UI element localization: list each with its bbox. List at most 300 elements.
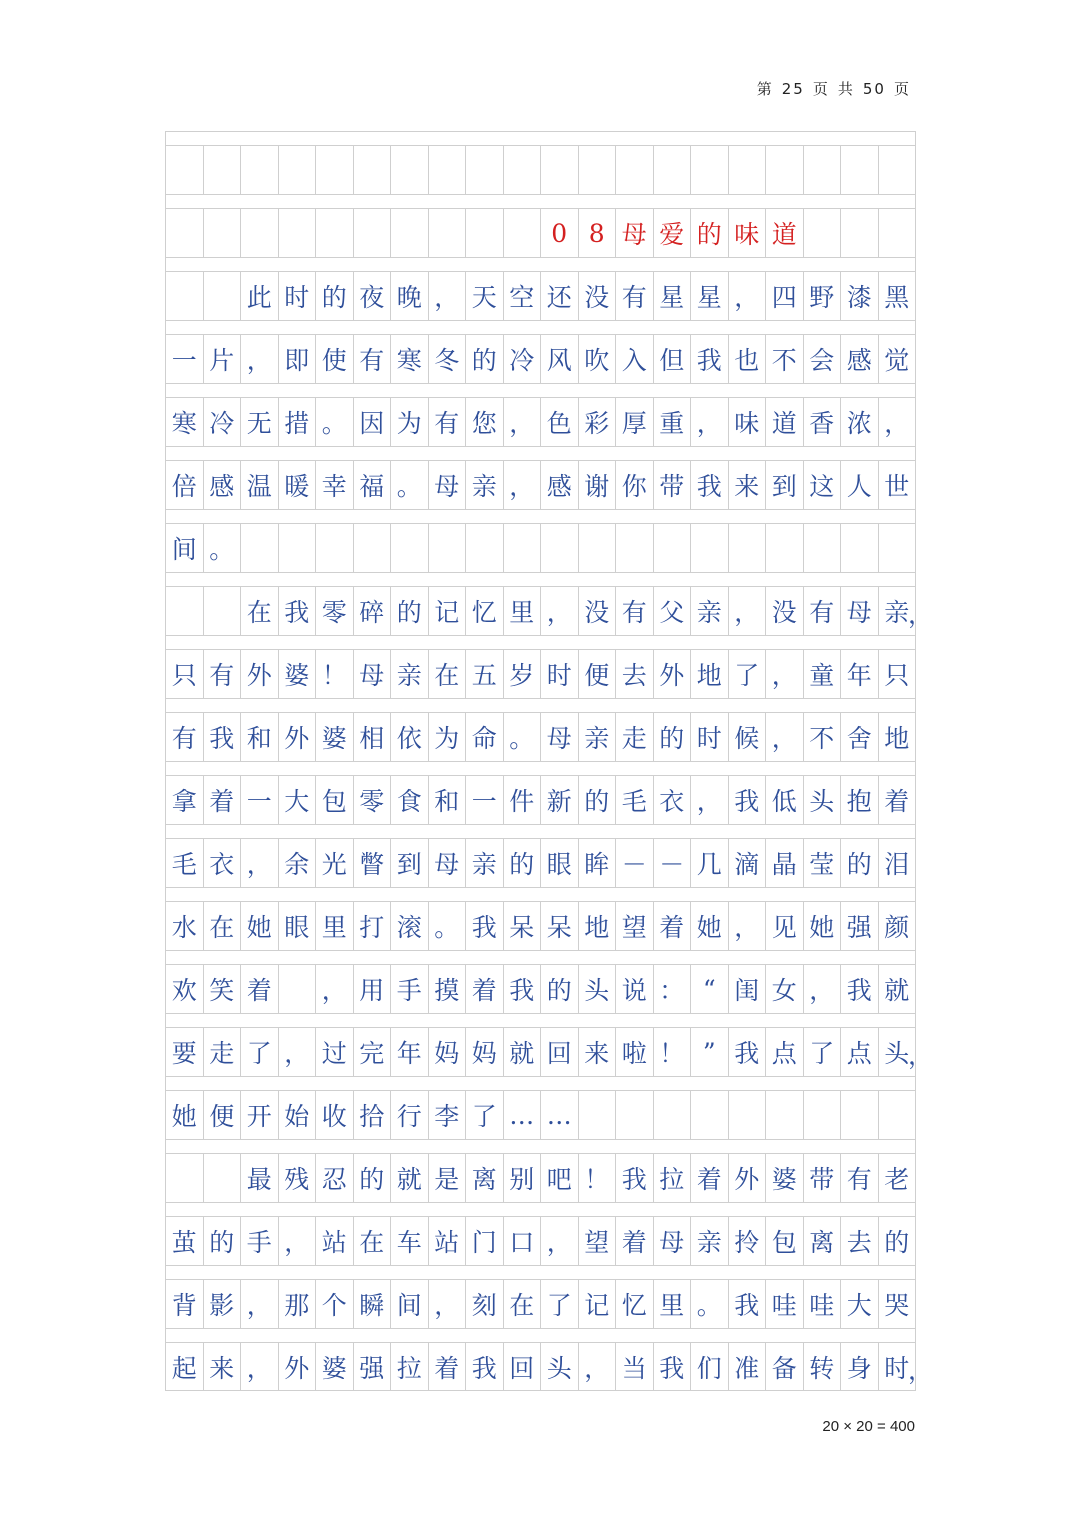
grid-cell: 我 xyxy=(466,902,504,950)
grid-cell: 外 xyxy=(729,1154,767,1202)
grid-cell: 收 xyxy=(316,1091,354,1139)
grid-cell: 的 xyxy=(391,587,429,635)
grid-cell: 母 xyxy=(429,839,467,887)
grid-cell: 我 xyxy=(654,1343,692,1391)
grid-cell: 笑 xyxy=(204,965,242,1013)
text-row xyxy=(165,775,916,824)
grid-cell: 空 xyxy=(504,272,542,320)
grid-cell: ， xyxy=(729,272,767,320)
grid-cell: 有 xyxy=(841,1154,879,1202)
grid-cell: 。 xyxy=(204,524,242,572)
grid-cell xyxy=(879,146,917,194)
grid-cell: 眼 xyxy=(541,839,579,887)
grid-cell: 道 xyxy=(766,398,804,446)
grid-cell xyxy=(391,146,429,194)
grid-cell: 香 xyxy=(804,398,842,446)
grid-cell: ， xyxy=(879,398,917,446)
grid-cell xyxy=(279,965,317,1013)
grid-cell xyxy=(579,524,617,572)
grid-spacer xyxy=(165,887,916,901)
text-row xyxy=(165,1090,916,1139)
grid-cell xyxy=(841,1091,879,1139)
grid-cell: 寒 xyxy=(166,398,204,446)
grid-cell: 备 xyxy=(766,1343,804,1391)
text-row xyxy=(165,1216,916,1265)
grid-cell xyxy=(204,587,242,635)
grid-cell: 我 xyxy=(504,965,542,1013)
grid-cell: ， xyxy=(691,398,729,446)
grid-cell: 母 xyxy=(354,650,392,698)
grid-cell xyxy=(804,209,842,257)
grid-cell: 四 xyxy=(766,272,804,320)
grid-cell: 妈 xyxy=(429,1028,467,1076)
grid-size-footer: 20 × 20 = 400 xyxy=(822,1418,915,1435)
grid-cell xyxy=(504,209,542,257)
text-row xyxy=(165,712,916,761)
grid-cell: 重 xyxy=(654,398,692,446)
grid-cell: 到 xyxy=(391,839,429,887)
text-row xyxy=(165,145,916,194)
grid-cell: 手 xyxy=(391,965,429,1013)
grid-cell: 了 xyxy=(804,1028,842,1076)
grid-cell: 岁 xyxy=(504,650,542,698)
grid-cell: 依 xyxy=(391,713,429,761)
grid-cell xyxy=(841,209,879,257)
grid-cell xyxy=(766,524,804,572)
grid-cell: ， xyxy=(729,902,767,950)
grid-cell: ， xyxy=(241,1280,279,1328)
grid-cell: 毛 xyxy=(616,776,654,824)
text-row xyxy=(165,1027,933,1076)
grid-cell: 的 xyxy=(541,965,579,1013)
grid-cell: ， xyxy=(241,335,279,383)
grid-cell: 有 xyxy=(354,335,392,383)
grid-cell: 婆 xyxy=(316,1343,354,1391)
grid-cell xyxy=(879,209,917,257)
grid-cell xyxy=(804,146,842,194)
grid-cell: 婆 xyxy=(766,1154,804,1202)
grid-cell: 啦 xyxy=(616,1028,654,1076)
grid-cell xyxy=(804,1091,842,1139)
grid-cell: 有 xyxy=(616,272,654,320)
grid-cell xyxy=(316,146,354,194)
grid-cell: 暖 xyxy=(279,461,317,509)
grid-cell: 头 xyxy=(804,776,842,824)
grid-cell: ！ xyxy=(654,1028,692,1076)
grid-spacer xyxy=(165,761,916,775)
grid-cell: 和 xyxy=(429,776,467,824)
grid-cell: 莹 xyxy=(804,839,842,887)
grid-cell: 没 xyxy=(579,272,617,320)
grid-cell xyxy=(204,209,242,257)
text-row xyxy=(165,1153,916,1202)
grid-spacer xyxy=(165,1013,916,1027)
grid-cell: 我 xyxy=(729,776,767,824)
grid-cell: 走 xyxy=(204,1028,242,1076)
grid-cell xyxy=(691,524,729,572)
grid-cell: ， xyxy=(541,1217,579,1265)
grid-cell xyxy=(241,146,279,194)
grid-cell: 了 xyxy=(241,1028,279,1076)
grid-cell: ， xyxy=(729,587,767,635)
grid-cell: 此 xyxy=(241,272,279,320)
grid-cell: 有 xyxy=(616,587,654,635)
grid-cell: 人 xyxy=(841,461,879,509)
grid-cell: 用 xyxy=(354,965,392,1013)
overflow-punctuation: ， xyxy=(907,1041,933,1070)
grid-cell: 光 xyxy=(316,839,354,887)
grid-cell: － xyxy=(654,839,692,887)
grid-cell: 拎 xyxy=(729,1217,767,1265)
grid-cell: 颜 xyxy=(879,902,917,950)
grid-cell: ， xyxy=(429,1280,467,1328)
grid-cell: 开 xyxy=(241,1091,279,1139)
grid-cell: 说 xyxy=(616,965,654,1013)
grid-cell: 回 xyxy=(504,1343,542,1391)
grid-cell: 衣 xyxy=(204,839,242,887)
grid-cell: 亲 xyxy=(579,713,617,761)
grid-cell: 忍 xyxy=(316,1154,354,1202)
grid-cell: 命 xyxy=(466,713,504,761)
grid-cell xyxy=(391,524,429,572)
grid-cell: 摸 xyxy=(429,965,467,1013)
grid-cell xyxy=(241,524,279,572)
grid-spacer xyxy=(165,950,916,964)
grid-cell: 眸 xyxy=(579,839,617,887)
grid-cell: 包 xyxy=(316,776,354,824)
grid-cell: 她 xyxy=(804,902,842,950)
grid-cell: 忆 xyxy=(616,1280,654,1328)
grid-cell: 拉 xyxy=(654,1154,692,1202)
grid-cell: ， xyxy=(579,1343,617,1391)
grid-cell: 身 xyxy=(841,1343,879,1391)
grid-cell: 那 xyxy=(279,1280,317,1328)
grid-cell: 母 xyxy=(841,587,879,635)
grid-cell: 拾 xyxy=(354,1091,392,1139)
grid-spacer xyxy=(165,635,916,649)
grid-cell: 走 xyxy=(616,713,654,761)
grid-cell: 谢 xyxy=(579,461,617,509)
grid-spacer xyxy=(165,1265,916,1279)
grid-cell xyxy=(166,146,204,194)
grid-cell: 。 xyxy=(691,1280,729,1328)
grid-cell: 瞬 xyxy=(354,1280,392,1328)
grid-cell: 回 xyxy=(541,1028,579,1076)
grid-cell: 要 xyxy=(166,1028,204,1076)
grid-cell: 头 xyxy=(541,1343,579,1391)
grid-cell: 的 xyxy=(654,713,692,761)
grid-cell: 着 xyxy=(879,776,917,824)
grid-cell: 即 xyxy=(279,335,317,383)
grid-cell: 来 xyxy=(204,1343,242,1391)
grid-cell: 食 xyxy=(391,776,429,824)
grid-cell: 我 xyxy=(279,587,317,635)
grid-cell: ， xyxy=(279,1028,317,1076)
grid-cell: 去 xyxy=(616,650,654,698)
grid-cell: ， xyxy=(691,776,729,824)
grid-cell: 一 xyxy=(241,776,279,824)
grid-cell: 0 xyxy=(541,209,579,257)
grid-cell: 滴 xyxy=(729,839,767,887)
grid-spacer xyxy=(165,320,916,334)
grid-cell: 外 xyxy=(279,1343,317,1391)
grid-cell: ， xyxy=(766,650,804,698)
grid-cell xyxy=(504,524,542,572)
overflow-punctuation: ， xyxy=(907,1356,933,1385)
text-row xyxy=(165,271,916,320)
grid-spacer xyxy=(165,698,916,712)
grid-spacer xyxy=(165,194,916,208)
grid-cell: 味 xyxy=(729,209,767,257)
text-row xyxy=(165,523,916,572)
grid-cell: ， xyxy=(766,713,804,761)
grid-cell: 母 xyxy=(429,461,467,509)
grid-cell: 感 xyxy=(541,461,579,509)
title-row xyxy=(165,208,916,257)
grid-cell: 一 xyxy=(466,776,504,824)
grid-cell: 亲 xyxy=(391,650,429,698)
grid-cell: 冷 xyxy=(204,398,242,446)
grid-cell: 她 xyxy=(241,902,279,950)
grid-cell: 点 xyxy=(841,1028,879,1076)
grid-cell: 措 xyxy=(279,398,317,446)
grid-cell: 就 xyxy=(504,1028,542,1076)
grid-cell xyxy=(316,524,354,572)
grid-cell: 为 xyxy=(391,398,429,446)
grid-cell: 色 xyxy=(541,398,579,446)
grid-cell: 车 xyxy=(391,1217,429,1265)
text-row xyxy=(165,838,916,887)
grid-cell xyxy=(654,524,692,572)
grid-cell: 婆 xyxy=(316,713,354,761)
grid-cell: 时 xyxy=(691,713,729,761)
grid-cell: 感 xyxy=(841,335,879,383)
text-row xyxy=(165,397,916,446)
grid-cell: 时 ， xyxy=(879,1343,917,1391)
grid-spacer xyxy=(165,509,916,523)
grid-cell: 门 xyxy=(466,1217,504,1265)
grid-cell: 准 xyxy=(729,1343,767,1391)
grid-cell: 在 xyxy=(241,587,279,635)
grid-cell xyxy=(729,1091,767,1139)
grid-cell: 来 xyxy=(729,461,767,509)
grid-cell xyxy=(654,146,692,194)
grid-cell xyxy=(879,524,917,572)
grid-cell xyxy=(166,209,204,257)
grid-cell: 黑 xyxy=(879,272,917,320)
grid-cell: 最 xyxy=(241,1154,279,1202)
text-row xyxy=(165,1342,933,1391)
grid-cell: 地 xyxy=(879,713,917,761)
grid-cell: 到 xyxy=(766,461,804,509)
grid-cell: ， xyxy=(504,398,542,446)
grid-cell xyxy=(204,272,242,320)
grid-cell: 无 xyxy=(241,398,279,446)
grid-cell: 们 xyxy=(691,1343,729,1391)
grid-cell: 茧 xyxy=(166,1217,204,1265)
grid-cell: 便 xyxy=(579,650,617,698)
grid-cell: 带 xyxy=(804,1154,842,1202)
grid-cell: 见 xyxy=(766,902,804,950)
grid-cell xyxy=(841,146,879,194)
grid-cell: 转 xyxy=(804,1343,842,1391)
grid-cell: “ xyxy=(691,965,729,1013)
grid-cell: 欢 xyxy=(166,965,204,1013)
grid-cell: 但 xyxy=(654,335,692,383)
grid-cell: 着 xyxy=(654,902,692,950)
grid-cell: ！ xyxy=(316,650,354,698)
grid-cell: 觉 xyxy=(879,335,917,383)
grid-cell: 新 xyxy=(541,776,579,824)
grid-cell: 亲 xyxy=(466,839,504,887)
grid-cell xyxy=(279,146,317,194)
grid-cell: 低 xyxy=(766,776,804,824)
grid-cell xyxy=(804,524,842,572)
grid-cell xyxy=(504,146,542,194)
grid-cell xyxy=(354,209,392,257)
grid-cell xyxy=(654,1091,692,1139)
manuscript-grid xyxy=(165,131,933,1391)
grid-cell: 了 xyxy=(466,1091,504,1139)
grid-cell xyxy=(729,524,767,572)
grid-spacer xyxy=(165,1328,916,1342)
grid-cell: 着 xyxy=(241,965,279,1013)
grid-cell xyxy=(166,272,204,320)
grid-cell: 你 xyxy=(616,461,654,509)
grid-spacer xyxy=(165,383,916,397)
grid-cell: 当 xyxy=(616,1343,654,1391)
grid-spacer xyxy=(165,1202,916,1216)
grid-cell: 片 xyxy=(204,335,242,383)
grid-cell: 碎 xyxy=(354,587,392,635)
grid-cell: 零 xyxy=(316,587,354,635)
grid-cell: 残 xyxy=(279,1154,317,1202)
grid-cell: 寒 xyxy=(391,335,429,383)
grid-cell: 站 xyxy=(429,1217,467,1265)
grid-cell xyxy=(691,1091,729,1139)
grid-cell: 外 xyxy=(279,713,317,761)
grid-cell: 着 xyxy=(616,1217,654,1265)
grid-cell: 几 xyxy=(691,839,729,887)
grid-cell xyxy=(541,524,579,572)
grid-cell: 着 xyxy=(204,776,242,824)
grid-cell: 外 xyxy=(241,650,279,698)
grid-cell: 头 ， xyxy=(879,1028,917,1076)
grid-spacer xyxy=(165,131,916,145)
grid-cell: 水 xyxy=(166,902,204,950)
grid-cell: 晚 xyxy=(391,272,429,320)
grid-cell: 婆 xyxy=(279,650,317,698)
grid-cell: 离 xyxy=(466,1154,504,1202)
grid-cell: 五 xyxy=(466,650,504,698)
grid-cell: 记 xyxy=(429,587,467,635)
grid-cell: 幸 xyxy=(316,461,354,509)
grid-cell: 我 xyxy=(841,965,879,1013)
grid-cell: 的 xyxy=(466,335,504,383)
grid-cell: 道 xyxy=(766,209,804,257)
grid-cell: 世 xyxy=(879,461,917,509)
grid-spacer xyxy=(165,824,916,838)
grid-cell: 我 xyxy=(691,335,729,383)
grid-cell: 野 xyxy=(804,272,842,320)
grid-cell: 年 xyxy=(391,1028,429,1076)
grid-cell: 离 xyxy=(804,1217,842,1265)
grid-cell: 味 xyxy=(729,398,767,446)
grid-cell: 始 xyxy=(279,1091,317,1139)
grid-cell: 漆 xyxy=(841,272,879,320)
grid-cell: 的 xyxy=(879,1217,917,1265)
grid-cell: 包 xyxy=(766,1217,804,1265)
grid-spacer xyxy=(165,257,916,271)
grid-cell: 。 xyxy=(391,461,429,509)
grid-cell: ， xyxy=(541,587,579,635)
grid-cell: 也 xyxy=(729,335,767,383)
grid-cell: 冷 xyxy=(504,335,542,383)
grid-cell: ！ xyxy=(579,1154,617,1202)
grid-cell: 抱 xyxy=(841,776,879,824)
grid-cell: 亲 xyxy=(466,461,504,509)
grid-cell: 在 xyxy=(504,1280,542,1328)
grid-cell: 个 xyxy=(316,1280,354,1328)
grid-cell: 就 xyxy=(391,1154,429,1202)
grid-cell: ， xyxy=(429,272,467,320)
grid-cell: ， xyxy=(241,839,279,887)
grid-cell: 手 xyxy=(241,1217,279,1265)
grid-cell: 里 xyxy=(316,902,354,950)
grid-cell: 亲 ， xyxy=(879,587,917,635)
grid-spacer xyxy=(165,1076,916,1090)
grid-cell: 的 xyxy=(316,272,354,320)
grid-cell: 的 xyxy=(204,1217,242,1265)
grid-cell: 母 xyxy=(616,209,654,257)
grid-cell xyxy=(429,146,467,194)
grid-cell: 了 xyxy=(729,650,767,698)
grid-cell: 强 xyxy=(354,1343,392,1391)
grid-cell xyxy=(166,1154,204,1202)
grid-cell: 闺 xyxy=(729,965,767,1013)
grid-cell: 站 xyxy=(316,1217,354,1265)
grid-cell: 的 xyxy=(504,839,542,887)
grid-cell: 哇 xyxy=(766,1280,804,1328)
grid-cell: 我 xyxy=(691,461,729,509)
grid-cell: 女 xyxy=(766,965,804,1013)
grid-cell: 时 xyxy=(541,650,579,698)
grid-cell: 爱 xyxy=(654,209,692,257)
grid-cell: 亲 xyxy=(691,1217,729,1265)
grid-cell: 夜 xyxy=(354,272,392,320)
grid-cell: 为 xyxy=(429,713,467,761)
grid-cell: 年 xyxy=(841,650,879,698)
grid-cell: 间 xyxy=(391,1280,429,1328)
grid-cell: 星 xyxy=(654,272,692,320)
grid-cell: 影 xyxy=(204,1280,242,1328)
grid-cell xyxy=(279,524,317,572)
grid-cell: 妈 xyxy=(466,1028,504,1076)
grid-cell: 的 xyxy=(354,1154,392,1202)
grid-cell: 相 xyxy=(354,713,392,761)
grid-cell: 8 xyxy=(579,209,617,257)
grid-cell xyxy=(879,1091,917,1139)
grid-cell: 行 xyxy=(391,1091,429,1139)
grid-cell: 候 xyxy=(729,713,767,761)
grid-cell: 。 xyxy=(429,902,467,950)
grid-cell: 您 xyxy=(466,398,504,446)
grid-cell xyxy=(316,209,354,257)
grid-cell: 刻 xyxy=(466,1280,504,1328)
grid-cell: 背 xyxy=(166,1280,204,1328)
grid-cell: 没 xyxy=(766,587,804,635)
grid-cell: 哭 xyxy=(879,1280,917,1328)
